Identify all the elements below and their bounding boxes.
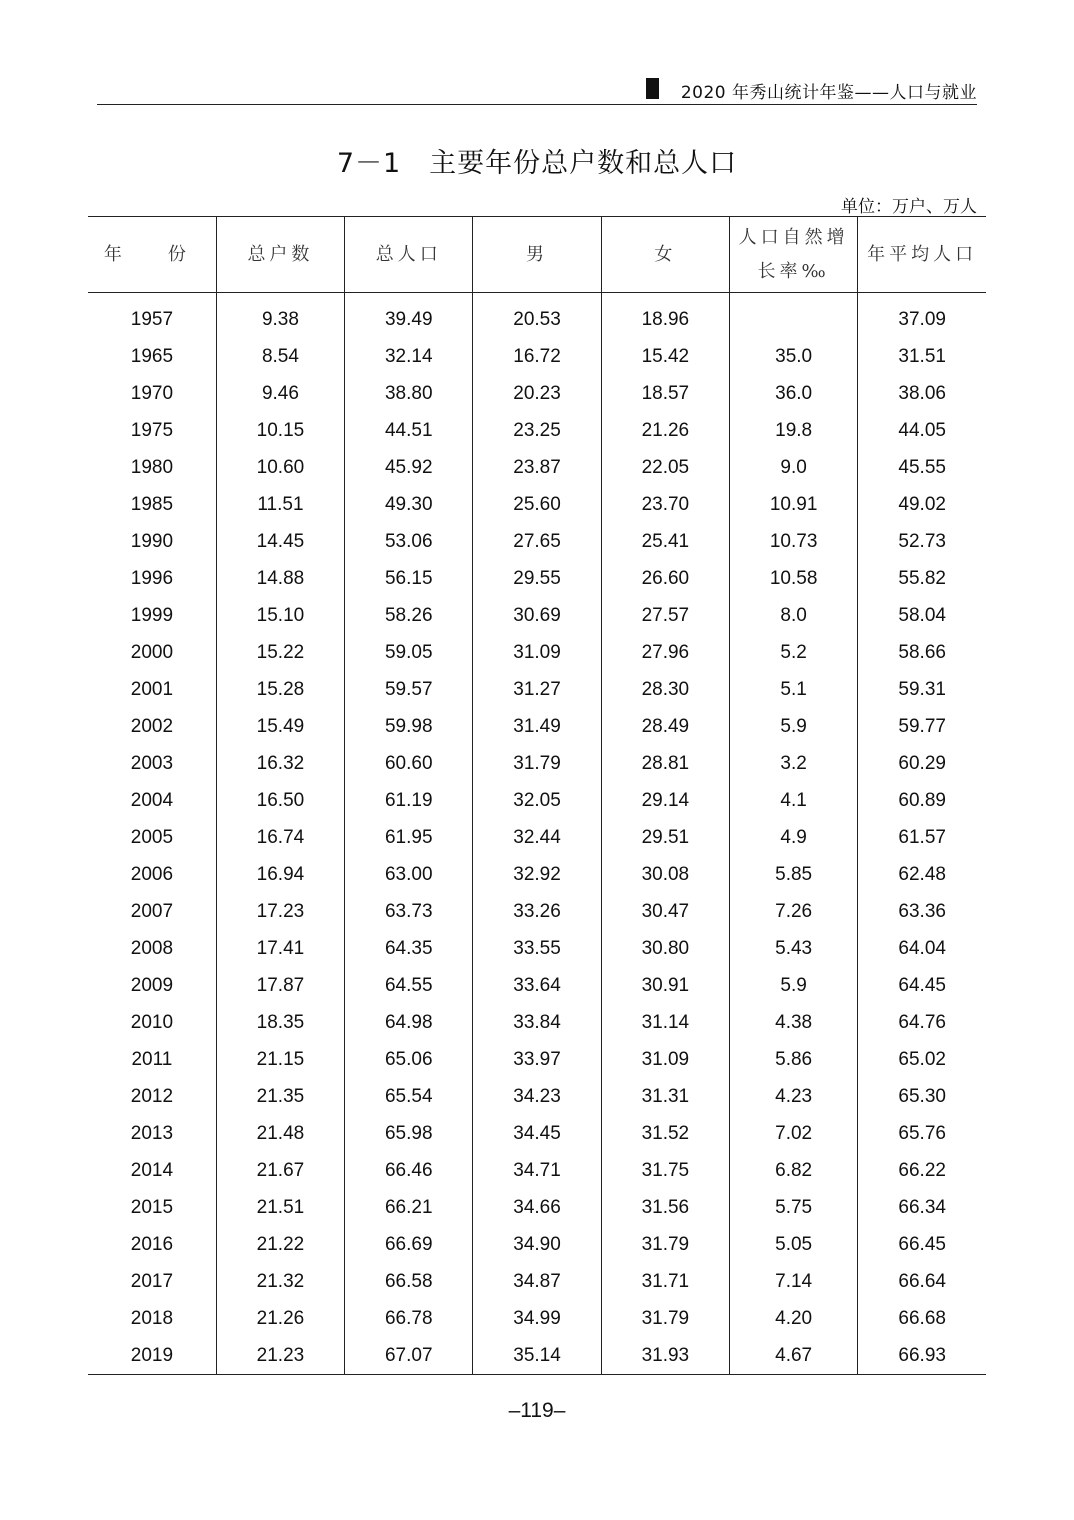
column-header-year: 年 份 — [88, 217, 216, 293]
cell-year: 1996 — [130, 567, 174, 589]
cell-total-population: 67.07 — [345, 1337, 473, 1375]
page-number: –119– — [508, 1399, 566, 1422]
cell-average-population: 58.04 — [858, 597, 986, 634]
cell-households: 16.74 — [216, 819, 344, 856]
column-header-male: 男 — [473, 217, 601, 293]
cell-year: 2012 — [130, 1085, 174, 1107]
cell-households: 21.26 — [216, 1300, 344, 1337]
cell-female: 31.56 — [601, 1189, 729, 1226]
table-row — [88, 1226, 986, 1263]
cell-households: 11.51 — [216, 486, 344, 523]
cell-year: 2002 — [130, 715, 174, 737]
column-header-average-population: 年平均人口 — [858, 217, 986, 293]
cell-year: 2007 — [130, 900, 174, 922]
cell-female: 25.41 — [601, 523, 729, 560]
table-row — [88, 893, 986, 930]
cell-male: 35.14 — [473, 1337, 601, 1375]
cell-total-population: 39.49 — [345, 293, 473, 339]
cell-households: 17.41 — [216, 930, 344, 967]
cell-male: 16.72 — [473, 338, 601, 375]
table-row — [88, 671, 986, 708]
cell-female: 22.05 — [601, 449, 729, 486]
cell-total-population: 66.21 — [345, 1189, 473, 1226]
cell-male: 34.66 — [473, 1189, 601, 1226]
cell-year: 2008 — [130, 937, 174, 959]
cell-average-population: 63.36 — [858, 893, 986, 930]
cell-year: 2015 — [130, 1196, 174, 1218]
cell-male: 20.53 — [473, 293, 601, 339]
cell-average-population: 64.45 — [858, 967, 986, 1004]
cell-total-population: 32.14 — [345, 338, 473, 375]
cell-female: 23.70 — [601, 486, 729, 523]
cell-households: 9.46 — [216, 375, 344, 412]
cell-male: 31.49 — [473, 708, 601, 745]
cell-female: 27.96 — [601, 634, 729, 671]
cell-households: 15.10 — [216, 597, 344, 634]
cell-natural-growth-rate: 5.75 — [729, 1189, 857, 1226]
cell-natural-growth-rate: 8.0 — [729, 597, 857, 634]
cell-households: 21.23 — [216, 1337, 344, 1375]
cell-female: 29.14 — [601, 782, 729, 819]
cell-male: 31.79 — [473, 745, 601, 782]
table-row — [88, 819, 986, 856]
cell-total-population: 64.55 — [345, 967, 473, 1004]
table-row — [88, 560, 986, 597]
cell-total-population: 64.35 — [345, 930, 473, 967]
cell-year: 2001 — [130, 678, 174, 700]
cell-female: 28.49 — [601, 708, 729, 745]
cell-male: 23.25 — [473, 412, 601, 449]
cell-female: 31.52 — [601, 1115, 729, 1152]
cell-natural-growth-rate: 6.82 — [729, 1152, 857, 1189]
cell-male: 20.23 — [473, 375, 601, 412]
cell-total-population: 58.26 — [345, 597, 473, 634]
cell-year: 2006 — [130, 863, 174, 885]
cell-natural-growth-rate — [729, 293, 857, 339]
cell-total-population: 66.69 — [345, 1226, 473, 1263]
cell-households: 21.32 — [216, 1263, 344, 1300]
column-header-total-population: 总人口 — [345, 217, 473, 293]
cell-year: 1999 — [130, 604, 174, 626]
cell-average-population: 65.02 — [858, 1041, 986, 1078]
cell-male: 27.65 — [473, 523, 601, 560]
cell-year: 2000 — [130, 641, 174, 663]
cell-year: 2016 — [130, 1233, 174, 1255]
cell-average-population: 38.06 — [858, 375, 986, 412]
table-title: 7－1 主要年份总户数和总人口 — [336, 148, 738, 179]
table-row — [88, 1337, 986, 1375]
cell-households: 16.94 — [216, 856, 344, 893]
cell-natural-growth-rate: 4.38 — [729, 1004, 857, 1041]
cell-natural-growth-rate: 4.23 — [729, 1078, 857, 1115]
running-header — [97, 76, 977, 105]
cell-average-population: 64.04 — [858, 930, 986, 967]
cell-average-population: 60.29 — [858, 745, 986, 782]
cell-natural-growth-rate: 3.2 — [729, 745, 857, 782]
cell-female: 28.30 — [601, 671, 729, 708]
cell-natural-growth-rate: 7.02 — [729, 1115, 857, 1152]
cell-male: 31.27 — [473, 671, 601, 708]
cell-households: 21.51 — [216, 1189, 344, 1226]
table-row — [88, 1189, 986, 1226]
column-header-female: 女 — [601, 217, 729, 293]
cell-households: 17.23 — [216, 893, 344, 930]
cell-total-population: 63.00 — [345, 856, 473, 893]
cell-natural-growth-rate: 5.1 — [729, 671, 857, 708]
table-row — [88, 449, 986, 486]
cell-natural-growth-rate: 5.9 — [729, 967, 857, 1004]
cell-female: 18.96 — [601, 293, 729, 339]
cell-female: 31.71 — [601, 1263, 729, 1300]
cell-natural-growth-rate: 4.9 — [729, 819, 857, 856]
cell-households: 21.15 — [216, 1041, 344, 1078]
cell-average-population: 60.89 — [858, 782, 986, 819]
cell-natural-growth-rate: 5.85 — [729, 856, 857, 893]
cell-male: 33.26 — [473, 893, 601, 930]
cell-year: 1965 — [130, 345, 174, 367]
cell-average-population: 31.51 — [858, 338, 986, 375]
table-row — [88, 782, 986, 819]
cell-year: 2005 — [130, 826, 174, 848]
cell-average-population: 66.93 — [858, 1337, 986, 1375]
cell-female: 31.75 — [601, 1152, 729, 1189]
column-header-households: 总户数 — [216, 217, 344, 293]
cell-total-population: 61.19 — [345, 782, 473, 819]
cell-male: 34.90 — [473, 1226, 601, 1263]
cell-male: 34.71 — [473, 1152, 601, 1189]
cell-female: 30.91 — [601, 967, 729, 1004]
cell-year: 2010 — [130, 1011, 174, 1033]
cell-total-population: 59.98 — [345, 708, 473, 745]
cell-average-population: 59.77 — [858, 708, 986, 745]
cell-total-population: 64.98 — [345, 1004, 473, 1041]
cell-natural-growth-rate: 4.20 — [729, 1300, 857, 1337]
cell-households: 10.60 — [216, 449, 344, 486]
cell-households: 21.35 — [216, 1078, 344, 1115]
cell-total-population: 49.30 — [345, 486, 473, 523]
cell-female: 27.57 — [601, 597, 729, 634]
cell-year: 2011 — [131, 1048, 173, 1070]
cell-households: 21.48 — [216, 1115, 344, 1152]
cell-natural-growth-rate: 4.1 — [729, 782, 857, 819]
running-header-text: 2020 年秀山统计年鉴——人口与就业 — [680, 83, 977, 103]
cell-natural-growth-rate: 35.0 — [729, 338, 857, 375]
table-row — [88, 1115, 986, 1152]
cell-households: 15.49 — [216, 708, 344, 745]
cell-female: 31.31 — [601, 1078, 729, 1115]
cell-households: 15.22 — [216, 634, 344, 671]
cell-year: 1985 — [130, 493, 174, 515]
population-table — [88, 216, 986, 1375]
cell-male: 34.45 — [473, 1115, 601, 1152]
cell-natural-growth-rate: 7.14 — [729, 1263, 857, 1300]
cell-total-population: 53.06 — [345, 523, 473, 560]
table-row — [88, 1263, 986, 1300]
natural-growth-header-line2: 长率‰ — [757, 260, 830, 282]
cell-total-population: 66.58 — [345, 1263, 473, 1300]
cell-year: 2009 — [130, 974, 174, 996]
cell-average-population: 49.02 — [858, 486, 986, 523]
header-block-mark — [646, 78, 659, 99]
cell-female: 26.60 — [601, 560, 729, 597]
cell-natural-growth-rate: 7.26 — [729, 893, 857, 930]
cell-households: 17.87 — [216, 967, 344, 1004]
cell-total-population: 44.51 — [345, 412, 473, 449]
cell-total-population: 56.15 — [345, 560, 473, 597]
cell-female: 30.80 — [601, 930, 729, 967]
cell-total-population: 59.57 — [345, 671, 473, 708]
cell-female: 31.14 — [601, 1004, 729, 1041]
cell-households: 8.54 — [216, 338, 344, 375]
table-row — [88, 486, 986, 523]
unit-note: 单位：万户、万人 — [841, 197, 977, 217]
cell-year: 2019 — [88, 1337, 216, 1375]
table-row — [88, 967, 986, 1004]
cell-female: 28.81 — [601, 745, 729, 782]
cell-households: 21.22 — [216, 1226, 344, 1263]
cell-average-population: 61.57 — [858, 819, 986, 856]
cell-average-population: 66.22 — [858, 1152, 986, 1189]
cell-average-population: 66.68 — [858, 1300, 986, 1337]
cell-female: 29.51 — [601, 819, 729, 856]
cell-average-population: 62.48 — [858, 856, 986, 893]
cell-natural-growth-rate: 5.9 — [729, 708, 857, 745]
cell-female: 31.09 — [601, 1041, 729, 1078]
cell-male: 33.84 — [473, 1004, 601, 1041]
cell-households: 14.88 — [216, 560, 344, 597]
cell-total-population: 65.06 — [345, 1041, 473, 1078]
cell-average-population: 37.09 — [858, 293, 986, 339]
cell-total-population: 65.98 — [345, 1115, 473, 1152]
cell-average-population: 66.64 — [858, 1263, 986, 1300]
cell-year: 1957 — [130, 308, 174, 330]
cell-female: 18.57 — [601, 375, 729, 412]
cell-year: 2014 — [130, 1159, 174, 1181]
table-row — [88, 1152, 986, 1189]
cell-female: 31.79 — [601, 1300, 729, 1337]
cell-average-population: 64.76 — [858, 1004, 986, 1041]
table-header-row — [88, 217, 986, 293]
cell-male: 34.23 — [473, 1078, 601, 1115]
cell-average-population: 58.66 — [858, 634, 986, 671]
table-row — [88, 634, 986, 671]
cell-female: 15.42 — [601, 338, 729, 375]
cell-natural-growth-rate: 10.58 — [729, 560, 857, 597]
cell-natural-growth-rate: 10.91 — [729, 486, 857, 523]
cell-male: 33.97 — [473, 1041, 601, 1078]
cell-households: 16.50 — [216, 782, 344, 819]
table-row — [88, 523, 986, 560]
cell-average-population: 66.45 — [858, 1226, 986, 1263]
cell-average-population: 44.05 — [858, 412, 986, 449]
cell-households: 21.67 — [216, 1152, 344, 1189]
cell-average-population: 59.31 — [858, 671, 986, 708]
cell-male: 32.92 — [473, 856, 601, 893]
cell-natural-growth-rate: 19.8 — [729, 412, 857, 449]
column-header-natural-growth-rate — [729, 217, 857, 293]
cell-female: 31.79 — [601, 1226, 729, 1263]
cell-households: 16.32 — [216, 745, 344, 782]
cell-year: 1990 — [130, 530, 174, 552]
cell-female: 21.26 — [601, 412, 729, 449]
cell-year: 2003 — [130, 752, 174, 774]
table-row — [88, 338, 986, 375]
cell-year: 1980 — [130, 456, 174, 478]
cell-natural-growth-rate: 5.2 — [729, 634, 857, 671]
cell-natural-growth-rate: 5.86 — [729, 1041, 857, 1078]
cell-total-population: 63.73 — [345, 893, 473, 930]
cell-total-population: 66.78 — [345, 1300, 473, 1337]
natural-growth-header-line1: 人口自然增 — [738, 226, 849, 248]
cell-male: 34.87 — [473, 1263, 601, 1300]
cell-male: 32.44 — [473, 819, 601, 856]
cell-households: 9.38 — [216, 293, 344, 339]
cell-male: 34.99 — [473, 1300, 601, 1337]
cell-total-population: 59.05 — [345, 634, 473, 671]
table-body — [88, 293, 986, 1375]
cell-total-population: 38.80 — [345, 375, 473, 412]
cell-male: 30.69 — [473, 597, 601, 634]
cell-male: 32.05 — [473, 782, 601, 819]
cell-total-population: 66.46 — [345, 1152, 473, 1189]
cell-total-population: 61.95 — [345, 819, 473, 856]
cell-year: 2004 — [130, 789, 174, 811]
table-row — [88, 1300, 986, 1337]
cell-year: 1970 — [130, 382, 174, 404]
cell-male: 29.55 — [473, 560, 601, 597]
cell-natural-growth-rate: 4.67 — [729, 1337, 857, 1375]
cell-natural-growth-rate: 10.73 — [729, 523, 857, 560]
table-row — [88, 708, 986, 745]
cell-year: 1975 — [130, 419, 174, 441]
cell-households: 15.28 — [216, 671, 344, 708]
table-row — [88, 375, 986, 412]
cell-natural-growth-rate: 9.0 — [729, 449, 857, 486]
cell-households: 18.35 — [216, 1004, 344, 1041]
cell-male: 31.09 — [473, 634, 601, 671]
cell-average-population: 55.82 — [858, 560, 986, 597]
cell-average-population: 65.76 — [858, 1115, 986, 1152]
cell-total-population: 45.92 — [345, 449, 473, 486]
table-row — [88, 745, 986, 782]
cell-households: 14.45 — [216, 523, 344, 560]
cell-natural-growth-rate: 5.05 — [729, 1226, 857, 1263]
cell-year: 2017 — [130, 1270, 174, 1292]
table-row — [88, 293, 986, 339]
cell-male: 33.55 — [473, 930, 601, 967]
cell-average-population: 52.73 — [858, 523, 986, 560]
cell-average-population: 66.34 — [858, 1189, 986, 1226]
cell-households: 10.15 — [216, 412, 344, 449]
table-row — [88, 1004, 986, 1041]
cell-female: 31.93 — [601, 1337, 729, 1375]
table-row — [88, 1078, 986, 1115]
cell-average-population: 45.55 — [858, 449, 986, 486]
cell-natural-growth-rate: 5.43 — [729, 930, 857, 967]
cell-average-population: 65.30 — [858, 1078, 986, 1115]
cell-female: 30.47 — [601, 893, 729, 930]
cell-male: 23.87 — [473, 449, 601, 486]
cell-total-population: 60.60 — [345, 745, 473, 782]
cell-year: 2018 — [130, 1307, 174, 1329]
cell-year: 2013 — [130, 1122, 174, 1144]
table-row — [88, 412, 986, 449]
cell-female: 30.08 — [601, 856, 729, 893]
table-row — [88, 1041, 986, 1078]
cell-total-population: 65.54 — [345, 1078, 473, 1115]
cell-male: 33.64 — [473, 967, 601, 1004]
table-row — [88, 856, 986, 893]
cell-natural-growth-rate: 36.0 — [729, 375, 857, 412]
table-row — [88, 930, 986, 967]
cell-male: 25.60 — [473, 486, 601, 523]
table-row — [88, 597, 986, 634]
